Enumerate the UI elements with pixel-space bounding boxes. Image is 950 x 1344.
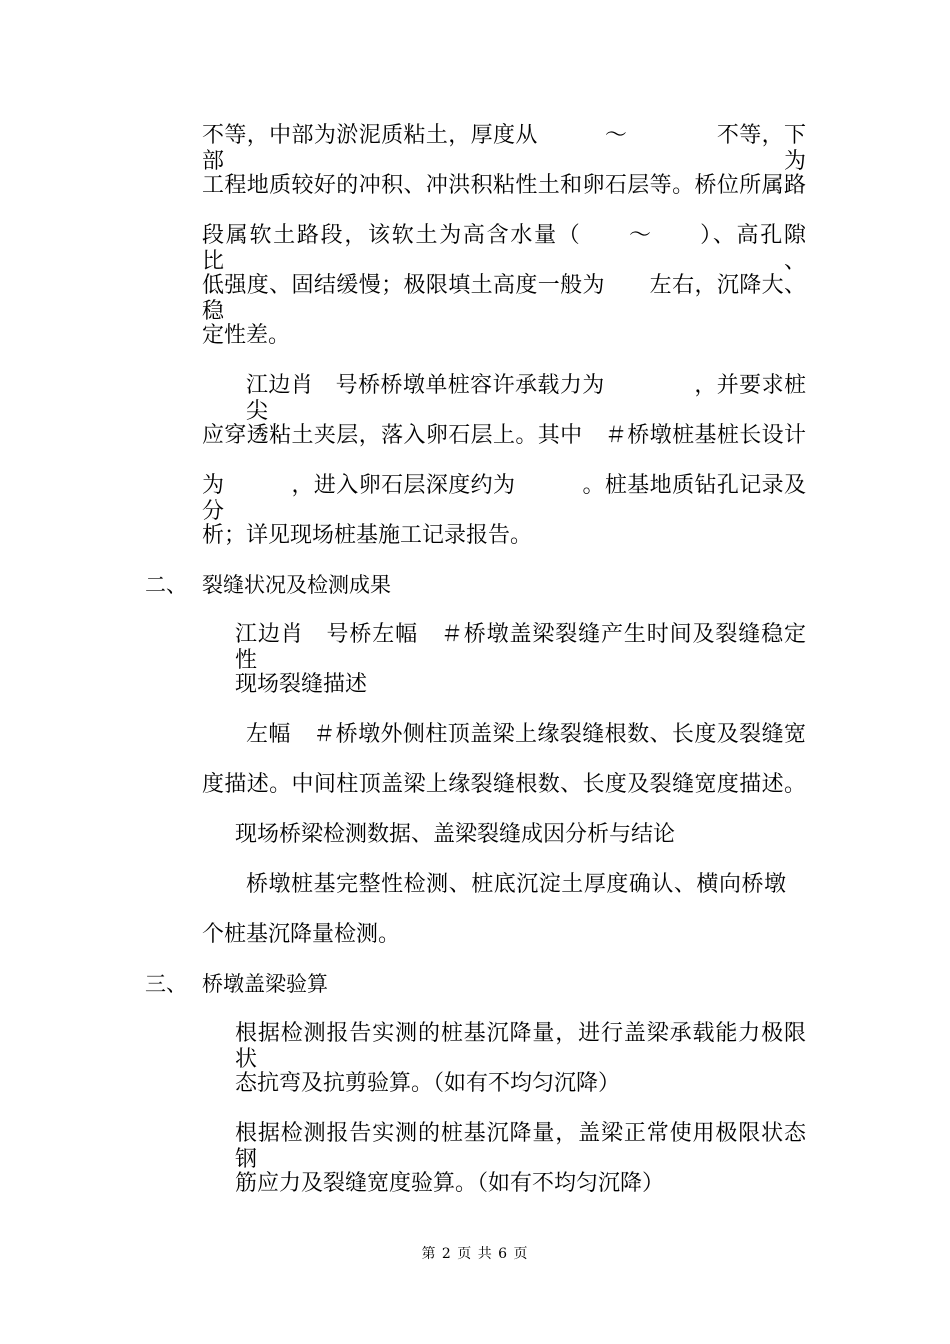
paragraph-2-line-2: 应穿透粘土夹层，落入卵石层上。其中 ＃桥墩桩基桩长设计 [202, 423, 806, 448]
section-3-line-2: 态抗弯及抗剪验算。（如有不均匀沉降） [235, 1071, 621, 1096]
section-2-line-4: 度描述。中间柱顶盖梁上缘裂缝根数、长度及裂缝宽度描述。 [202, 772, 806, 797]
section-2-line-2: 现场裂缝描述 [235, 672, 368, 697]
section-3-line-3: 根据检测报告实测的桩基沉降量，盖梁正常使用极限状态钢 [235, 1121, 806, 1172]
section-2-title: 裂缝状况及检测成果 [202, 573, 391, 597]
paragraph-2-line-4: 析；详见现场桩基施工记录报告。 [202, 523, 533, 548]
paragraph-1-line-2: 工程地质较好的冲积、冲洪积粘性土和卵石层等。桥位所属路 [202, 173, 806, 198]
section-2-line-3: 左幅 ＃桥墩外侧柱顶盖梁上缘裂缝根数、长度及裂缝宽 [246, 722, 806, 747]
paragraph-1-line-1: 不等，中部为淤泥质粘土，厚度从 ～ 不等，下部为 [202, 123, 806, 174]
section-2-number: 二、 [145, 573, 187, 597]
section-3-title: 桥墩盖梁验算 [202, 972, 328, 996]
paragraph-2-line-1: 江边肖 号桥桥墩单桩容许承载力为 ，并要求桩尖 [246, 373, 806, 424]
section-2-line-5: 现场桥梁检测数据、盖梁裂缝成因分析与结论 [235, 822, 676, 847]
section-2-line-6: 桥墩桩基完整性检测、桩底沉淀土厚度确认、横向桥墩 [246, 872, 786, 897]
paragraph-1-line-3: 段属软土路段，该软土为高含水量（ ～ ）、高孔隙比、 [202, 223, 806, 274]
paragraph-2-line-3: 为 ，进入卵石层深度约为 。桩基地质钻孔记录及分 [202, 473, 806, 524]
section-3-line-4: 筋应力及裂缝宽度验算。（如有不均匀沉降） [235, 1171, 665, 1196]
paragraph-1-line-5: 定性差。 [202, 323, 291, 348]
paragraph-1-line-4: 低强度、固结缓慢；极限填土高度一般为 左右，沉降大、稳 [202, 273, 806, 324]
section-3-line-1: 根据检测报告实测的桩基沉降量，进行盖梁承载能力极限状 [235, 1021, 806, 1072]
section-2-line-1: 江边肖 号桥左幅 ＃桥墩盖梁裂缝产生时间及裂缝稳定性 [235, 622, 806, 673]
section-2-line-7: 个桩基沉降量检测。 [202, 922, 401, 947]
section-3-number: 三、 [145, 972, 187, 996]
page-footer: 第 2 页 共 6 页 [421, 1246, 529, 1262]
